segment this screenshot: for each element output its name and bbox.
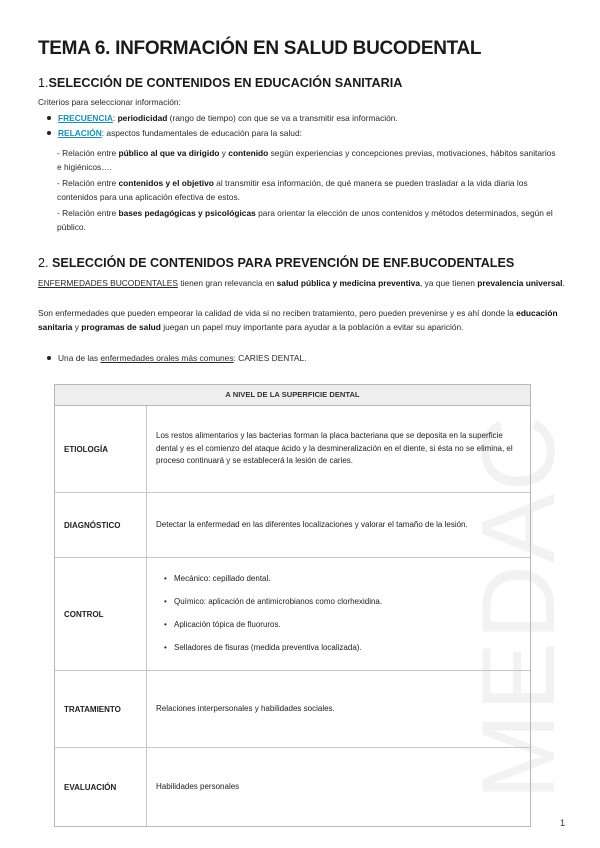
caries-table [54, 384, 531, 827]
p2-text-c: y [72, 322, 82, 332]
relation-item [57, 176, 557, 204]
relacion-link[interactable]: RELACIÓN [58, 128, 102, 138]
enfermedades-underlined: ENFERMEDADES BUCODENTALES [38, 278, 178, 288]
caries-text-a: Una de las [58, 353, 101, 363]
p1-text-a: tienen gran relevancia en [177, 278, 277, 288]
relation-pre: - Relación entre [57, 148, 119, 158]
row-label: CONTROL [55, 558, 147, 670]
row-label: TRATAMIENTO [55, 671, 147, 747]
page-number: 1 [560, 818, 566, 828]
periodicidad-text: periodicidad [117, 113, 168, 123]
section-1-heading [38, 76, 402, 90]
section-2-heading [38, 256, 514, 270]
frecuencia-link[interactable]: FRECUENCIA [58, 113, 113, 123]
relation-item [57, 206, 557, 234]
list-item: • Mecánico: cepillado dental. [166, 573, 382, 586]
section-1-number: 1. [38, 76, 49, 90]
relacion-rest: aspectos fundamentales de educación para la salud: [104, 128, 302, 138]
p2-bold-1: educación sanitaria [38, 308, 558, 332]
bullet-frecuencia: FRECUENCIA: periodicidad (rango de tiempo) con que se va a transmitir esa información. [47, 113, 398, 123]
caries-underlined: enfermedades orales más comunes [100, 353, 234, 363]
section-1-intro: Criterios para seleccionar información: [38, 97, 181, 107]
p1-bold-2: prevalencia universal [477, 278, 563, 288]
table-row-tratamiento [55, 671, 530, 748]
relation-bold: bases pedagógicas y psicológicas [118, 208, 256, 218]
relation-post: según experiencias y concepciones previas, motivaciones, hábitos sanitarios e higiénicos…. [57, 148, 556, 172]
row-value: Detectar la enfermedad en las diferentes localizaciones y valorar el tamaño de la lesión. [156, 519, 468, 529]
bullet-dot [47, 356, 51, 360]
table-row-evaluacion [55, 748, 530, 826]
relation-bold: contenidos y el objetivo [118, 178, 214, 188]
section-2-paragraph-2 [38, 306, 568, 334]
relation-bold-2: contenido [228, 148, 269, 158]
row-value: Habilidades personales [156, 781, 240, 791]
control-list [156, 573, 382, 655]
bullet-dot [47, 131, 51, 135]
row-label: DIAGNÓSTICO [55, 493, 147, 557]
row-value: Relaciones interpersonales y habilidades sociales. [156, 703, 335, 713]
row-value: Los restos alimentarios y las bacterias forman la placa bacteriana que se deposita en la superficie dental y es el comienzo del ataque ácido y la desmineralización en el diente, si ésta no se elimina, el proceso continuará y se establecerá la lesión de caries. [156, 431, 513, 466]
p2-text-d: juegan un papel muy importante para ayudar a la población a evitar su aparición. [160, 322, 464, 332]
section-1-title: SELECCIÓN DE CONTENIDOS EN EDUCACIÓN SANITARIA [48, 76, 403, 90]
bullet-dot [47, 116, 51, 120]
section-2-paragraph-1 [38, 276, 568, 290]
list-item: • Químico: aplicación de antimicrobianos como clorhexidina. [166, 596, 382, 609]
relation-pre: - Relación entre [57, 178, 119, 188]
relation-mid: para orientar la elección de unos contenidos y métodos determinados, según el público. [57, 208, 553, 232]
relation-pre: - Relación entre [57, 208, 119, 218]
list-item: • Aplicación tópica de fluoruros. [166, 619, 382, 632]
row-value [147, 558, 530, 670]
frecuencia-rest: (rango de tiempo) con que se va a transmitir esa información. [167, 113, 398, 123]
bullet-caries [47, 353, 306, 363]
page-title: TEMA 6. INFORMACIÓN EN SALUD BUCODENTAL [38, 38, 482, 59]
section-2-number: 2. [38, 256, 49, 270]
relation-bold: público al que va dirigido [118, 148, 220, 158]
table-row-control [55, 558, 530, 671]
relation-item [57, 146, 557, 174]
row-label: ETIOLOGÍA [55, 406, 147, 492]
bullet-relacion: RELACIÓN: aspectos fundamentales de educación para la salud: [47, 128, 302, 138]
relation-mid: al transmitir esa información, de qué manera se pueden trasladar a la vida diaria los contenidos para una aplicación efectiva de estos. [57, 178, 528, 202]
table-header: A NIVEL DE LA SUPERFICIE DENTAL [55, 385, 530, 406]
p1-text-d: . [562, 278, 565, 288]
table-row-etiologia [55, 406, 530, 493]
relation-mid: y [219, 148, 229, 158]
p1-text-c: , ya que tienen [420, 278, 478, 288]
list-item: • Selladores de fisuras (medida preventiva localizada). [166, 642, 382, 655]
row-label: EVALUACIÓN [55, 748, 147, 826]
medac-watermark: MEDAC [461, 414, 577, 800]
p1-bold-1: salud pública y medicina preventiva [276, 278, 420, 288]
p2-text-a: Son enfermedades que pueden empeorar la calidad de vida si no reciben tratamiento, pero pueden prevenirse y es ahí donde la [38, 308, 517, 318]
p2-bold-2: programas de salud [81, 322, 161, 332]
section-2-title: SELECCIÓN DE CONTENIDOS PARA PREVENCIÓN DE ENF.BUCODENTALES [52, 256, 515, 270]
caries-text-b: : CARIES DENTAL. [233, 353, 307, 363]
table-row-diagnostico [55, 493, 530, 558]
